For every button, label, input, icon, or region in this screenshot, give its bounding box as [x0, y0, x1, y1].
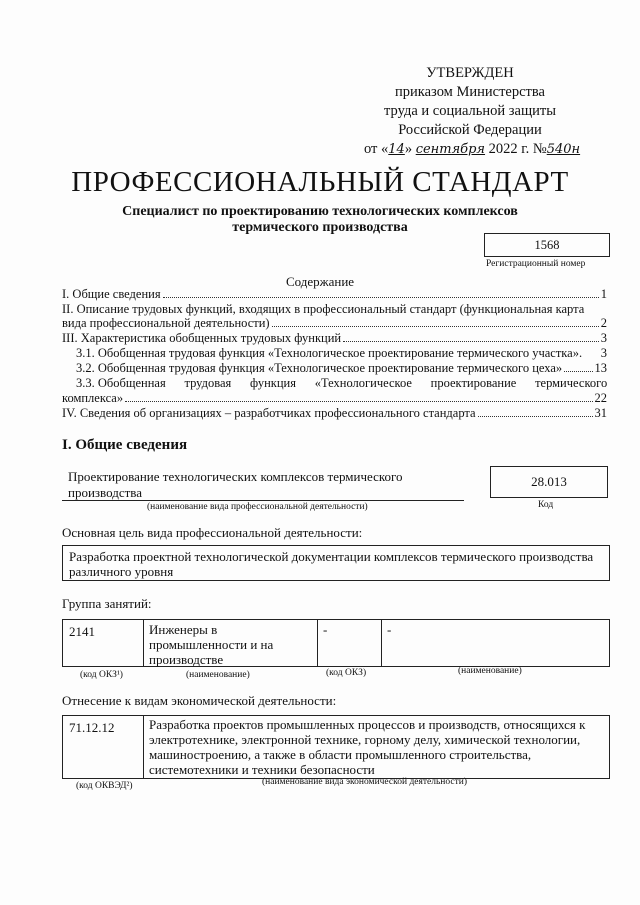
- toc-item-label: 3.2. Обобщенная трудовая функция «Технологическое проектирование термического цеха»: [76, 361, 563, 375]
- approval-line-2: приказом Министерства: [395, 84, 545, 100]
- toc-item-5: [76, 346, 607, 360]
- toc-item-9: [62, 406, 607, 420]
- toc-item-label: 3.1. Обобщенная трудовая функция «Технологическое проектирование термического участка».: [76, 346, 583, 360]
- okved-code: 71.12.12: [69, 720, 115, 735]
- registration-number-box: [484, 233, 610, 257]
- toc-item-label: IV. Сведения об организациях – разработчиках профессионального стандарта: [62, 406, 476, 420]
- okved-name-line-1: Разработка проектов промышленных процессов и производств, относящихся к: [149, 717, 586, 732]
- toc-item-label: вида профессиональной деятельности): [62, 316, 270, 330]
- goal-line-2: различного уровня: [69, 564, 174, 579]
- okved-name-line-3: машиностроению, а также в области промышленного строительства,: [149, 747, 532, 762]
- toc-item-label: II. Описание трудовых функций, входящих в профессиональный стандарт (функциональная карта: [62, 302, 585, 316]
- okved-name-line-4: системотехники и техники безопасности: [149, 762, 375, 777]
- toc-item-page: 1: [600, 287, 607, 301]
- toc-item-label: I. Общие сведения: [62, 287, 161, 301]
- toc-item-page: 22: [594, 391, 607, 405]
- goal-box: [62, 545, 610, 581]
- activity-name-line-1: Проектирование технологических комплексов термического: [68, 469, 403, 484]
- toc-item-label: III. Характеристика обобщенных трудовых функций: [62, 331, 342, 345]
- toc-item-1: [62, 287, 607, 301]
- okved-table: [62, 715, 610, 779]
- toc-item-label: 3.3. Обобщенная трудовая функция «Технологическое проектирование термического: [76, 376, 608, 390]
- registration-caption: Регистрационный номер: [486, 259, 586, 269]
- okz-code-1: 2141: [69, 624, 95, 639]
- date-mid: »: [404, 141, 416, 157]
- subtitle-line-2: термического производства: [232, 220, 408, 235]
- approval-line-1: УТВЕРЖДЕН: [426, 65, 514, 81]
- toc-item-page: 31: [594, 406, 607, 420]
- okz-name-1-line-1: Инженеры в: [149, 622, 218, 637]
- toc-item-page: 3: [600, 346, 607, 360]
- approval-line-3: труда и социальной защиты: [384, 103, 556, 119]
- toc-item-label: комплекса»: [62, 391, 124, 405]
- caption-okz-name-2: (наименование): [458, 666, 522, 676]
- caption-okz-code-2: (код ОКЗ): [326, 668, 367, 678]
- activity-code: 28.013: [531, 474, 567, 489]
- goal-label: Основная цель вида профессиональной деятельности:: [62, 525, 363, 540]
- registration-number: 1568: [534, 238, 560, 252]
- date-year: 2022 г. №: [485, 141, 547, 157]
- document-title: ПРОФЕССИОНАЛЬНЫЙ СТАНДАРТ: [71, 166, 569, 198]
- okz-code-2: -: [323, 622, 328, 637]
- okved-label: Отнесение к видам экономической деятельности:: [62, 693, 337, 708]
- okz-name-1-line-3: производстве: [149, 652, 224, 667]
- caption-okved-code: (код ОКВЭД²): [76, 781, 133, 791]
- caption-okz-code-1: (код ОКЗ¹): [80, 670, 123, 680]
- occupation-group-table: [62, 619, 610, 667]
- approval-line-4: Российской Федерации: [398, 122, 542, 138]
- toc-item-4: [62, 331, 607, 345]
- toc-item-page: 3: [600, 331, 607, 345]
- toc-item-page: 2: [600, 316, 607, 330]
- goal-line-1: Разработка проектной технологической документации комплексов термического производства: [69, 549, 594, 564]
- approval-date-line: [330, 140, 610, 159]
- okz-name-2: -: [387, 622, 392, 637]
- section-1-heading: I. Общие сведения: [62, 437, 188, 453]
- activity-name-line-2: производства: [68, 485, 143, 500]
- toc-item-3: [62, 316, 607, 330]
- toc-item-8: [62, 391, 607, 405]
- order-number: 540н: [546, 142, 581, 157]
- okved-name-line-2: электротехнике, электронной технике, горному делу, химической технологии,: [149, 732, 581, 747]
- okz-name-1-line-2: промышленности и на: [149, 637, 274, 652]
- subtitle-line-1: Специалист по проектированию технологических комплексов: [122, 204, 518, 219]
- toc-item-page: 13: [594, 361, 607, 375]
- date-day: 14: [388, 142, 405, 157]
- document-subtitle: [60, 204, 580, 236]
- activity-code-caption: Код: [538, 500, 554, 510]
- caption-okz-name-1: (наименование): [186, 670, 250, 680]
- toc-item-7: [76, 376, 607, 390]
- activity-caption: (наименование вида профессиональной деятельности): [147, 502, 368, 512]
- activity-underline: [62, 500, 464, 501]
- toc-item-6: [76, 361, 607, 375]
- group-label: Группа занятий:: [62, 596, 152, 611]
- date-month: сентября: [415, 142, 486, 157]
- caption-okved-name: (наименование вида экономической деятельности): [262, 777, 467, 787]
- date-prefix: от «: [364, 141, 389, 157]
- approval-block: [330, 64, 610, 159]
- toc-item-2: [62, 302, 607, 316]
- toc-heading: Содержание: [285, 274, 355, 289]
- activity-code-box: [490, 466, 608, 498]
